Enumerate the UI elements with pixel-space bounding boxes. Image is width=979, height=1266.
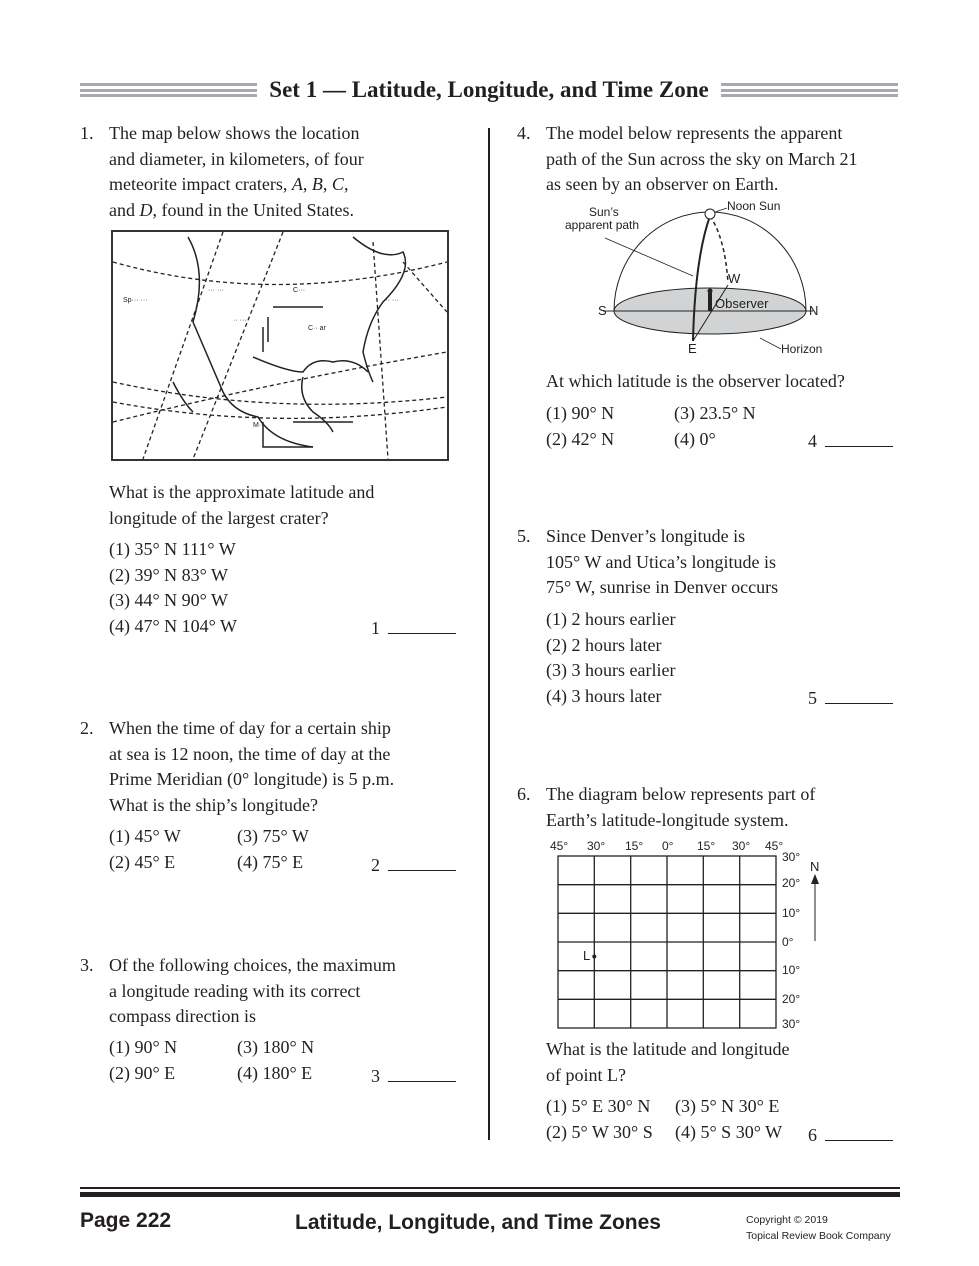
copyright-line: Copyright © 2019 [746, 1214, 828, 1226]
top-label: 45° [765, 839, 784, 853]
top-label: 30° [587, 839, 606, 853]
label-n: N [809, 303, 819, 318]
question-text-line: When the time of day for a certain ship [109, 718, 391, 738]
column-divider [488, 128, 490, 1140]
question-text-line: The model below represents the apparent [546, 123, 843, 143]
label-noon-sun: Noon Sun [727, 199, 781, 213]
label-apparent-path: apparent path [565, 218, 640, 232]
label-e: E [688, 341, 697, 356]
question-number: 1. [80, 123, 94, 143]
lat-long-grid-diagram [545, 836, 835, 1036]
top-label: 0° [662, 839, 674, 853]
question-4-prompt [546, 369, 906, 395]
right-label: 30° [782, 1017, 801, 1031]
prompt-line: longitude of the largest crater? [109, 507, 329, 528]
label-suns-path: Sun’s [589, 205, 619, 219]
option-4[interactable]: (4) 47° N 104° W [109, 615, 238, 636]
question-number: 2. [80, 718, 94, 738]
map-icon [113, 232, 447, 459]
option-1[interactable]: (1) 45° W [109, 826, 181, 846]
option-1[interactable]: (1) 90° N [109, 1037, 178, 1057]
prompt-line: What is the approximate latitude and [109, 482, 375, 502]
right-label: 20° [782, 992, 801, 1006]
question-5 [517, 524, 917, 604]
svg-text:C···: C··· [293, 287, 306, 294]
option-3[interactable]: (3) 3 hours earlier [546, 660, 676, 680]
answer-label: 4 [808, 431, 817, 451]
question-text-line: at sea is 12 noon, the time of day at the [109, 743, 391, 764]
right-label: 30° [782, 850, 801, 864]
label-w: W [728, 271, 741, 286]
option-4[interactable]: (4) 180° E [237, 1062, 313, 1083]
question-3 [80, 953, 480, 1033]
north-arrow-icon [811, 874, 819, 884]
answer-blank-5[interactable] [808, 687, 893, 709]
option-4[interactable]: (4) 75° E [237, 851, 304, 872]
answer-line[interactable] [388, 1065, 456, 1082]
question-6 [517, 782, 917, 837]
answer-blank-2[interactable] [371, 854, 456, 876]
question-text-line: Of the following choices, the maximum [109, 955, 396, 975]
question-number: 3. [80, 955, 94, 975]
option-4[interactable]: (4) 5° S 30° W [675, 1121, 783, 1142]
option-2[interactable]: (2) 42° N [546, 428, 615, 449]
copyright [746, 1212, 891, 1244]
question-text-line: 105° W and Utica’s longitude is [546, 551, 777, 572]
question-text-line: The diagram below represents part of [546, 784, 816, 804]
option-1[interactable]: (1) 2 hours earlier [546, 609, 676, 629]
answer-line[interactable] [825, 687, 893, 704]
label-observer: Observer [715, 296, 769, 311]
question-text-line: and diameter, in kilometers, of four [109, 148, 364, 169]
header-rule-right [721, 83, 898, 97]
header-rule-left [80, 83, 257, 97]
answer-line[interactable] [825, 430, 893, 447]
option-1[interactable]: (1) 90° N [546, 403, 615, 423]
north-america-map [111, 230, 449, 461]
question-text-line: and D, found in the United States. [109, 199, 354, 220]
right-label: 20° [782, 876, 801, 890]
option-4[interactable]: (4) 3 hours later [546, 685, 662, 706]
section-header [80, 76, 898, 104]
option-1[interactable]: (1) 5° E 30° N [546, 1096, 651, 1116]
page-number: Page 222 [80, 1209, 172, 1232]
question-2 [80, 716, 480, 826]
svg-text:··· ···: ··· ··· [383, 297, 399, 304]
question-text-line: as seen by an observer on Earth. [546, 174, 779, 194]
question-text-line: path of the Sun across the sky on March 21 [546, 148, 858, 169]
question-text-line: Prime Meridian (0° longitude) is 5 p.m. [109, 769, 395, 789]
label-horizon: Horizon [781, 342, 823, 356]
right-label: 0° [782, 935, 794, 949]
prompt-line: What is the latitude and longitude [546, 1039, 790, 1059]
question-1 [80, 121, 480, 231]
question-text-line: The map below shows the location [109, 123, 360, 143]
option-2[interactable]: (2) 90° E [109, 1062, 176, 1083]
answer-blank-1[interactable] [371, 617, 456, 639]
question-text-line: What is the ship’s longitude? [109, 794, 318, 815]
prompt-line: At which latitude is the observer located? [546, 371, 845, 391]
question-number: 4. [517, 123, 531, 143]
option-3[interactable]: (3) 5° N 30° E [675, 1096, 780, 1116]
svg-text:·· ···: ·· ··· [233, 317, 247, 324]
option-3[interactable]: (3) 44° N 90° W [109, 590, 229, 610]
observer-icon [708, 293, 712, 311]
footer-rule-thin [80, 1187, 900, 1189]
option-3[interactable]: (3) 23.5° N [674, 403, 756, 423]
option-2[interactable]: (2) 45° E [109, 851, 176, 872]
answer-blank-4[interactable] [808, 430, 893, 452]
option-2[interactable]: (2) 39° N 83° W [109, 564, 229, 585]
right-label: 10° [782, 906, 801, 920]
north-label: N [810, 859, 820, 874]
question-number: 6. [517, 784, 531, 804]
answer-label: 6 [808, 1125, 817, 1145]
option-2[interactable]: (2) 2 hours later [546, 634, 662, 655]
option-4[interactable]: (4) 0° [674, 428, 716, 449]
question-4 [517, 121, 917, 201]
top-label: 30° [732, 839, 751, 853]
answer-line[interactable] [388, 854, 456, 871]
question-text-line: Since Denver’s longitude is [546, 526, 746, 546]
section-title: Set 1 — Latitude, Longitude, and Time Zone [269, 77, 709, 102]
top-label: 45° [550, 839, 569, 853]
svg-text:C·· ar: C·· ar [308, 325, 326, 332]
question-text-line: Earth’s latitude-longitude system. [546, 809, 789, 830]
option-3[interactable]: (3) 180° N [237, 1037, 315, 1057]
top-label: 15° [697, 839, 716, 853]
answer-label: 2 [371, 855, 380, 875]
question-1-prompt [109, 480, 469, 531]
answer-label: 5 [808, 688, 817, 708]
answer-blank-3[interactable] [371, 1065, 456, 1087]
svg-text:Sp··· ···: Sp··· ··· [123, 297, 148, 304]
option-2[interactable]: (2) 5° W 30° S [546, 1121, 653, 1142]
point-l-marker [592, 955, 596, 959]
answer-blank-6[interactable] [808, 1124, 893, 1146]
question-6-prompt [546, 1037, 906, 1088]
prompt-line: of point L? [546, 1064, 626, 1085]
option-1[interactable]: (1) 35° N 111° W [109, 539, 236, 559]
question-number: 5. [517, 526, 531, 546]
right-label: 10° [782, 963, 801, 977]
sun-path-diagram [545, 198, 845, 358]
question-text-line: compass direction is [109, 1006, 256, 1026]
answer-label: 3 [371, 1066, 380, 1086]
footer-rule-thick [80, 1192, 900, 1197]
answer-line[interactable] [825, 1124, 893, 1141]
option-3[interactable]: (3) 75° W [237, 826, 309, 846]
answer-line[interactable] [388, 617, 456, 634]
top-label: 15° [625, 839, 644, 853]
label-s: S [598, 303, 607, 318]
svg-text:··· ···: ··· ··· [208, 287, 224, 294]
question-text-line: a longitude reading with its correct [109, 980, 361, 1001]
publisher-line: Topical Review Book Company [746, 1230, 891, 1242]
question-text-line: meteorite impact craters, A, B, C, [109, 174, 349, 194]
footer-title: Latitude, Longitude, and Time Zones [295, 1211, 661, 1234]
svg-text:M··: M·· [253, 422, 264, 429]
question-text-line: 75° W, sunrise in Denver occurs [546, 577, 779, 597]
point-l-label: L [583, 948, 591, 963]
answer-label: 1 [371, 618, 380, 638]
